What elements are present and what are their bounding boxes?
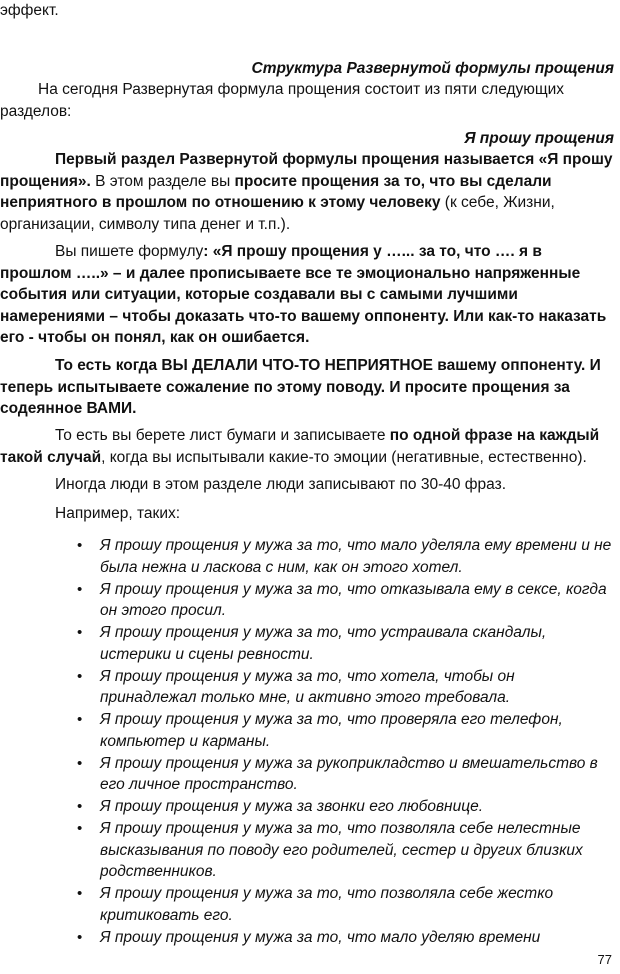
examples-list	[0, 535, 614, 949]
top-fragment: эффект.	[0, 2, 59, 19]
para1-text-1: В этом разделе вы	[90, 172, 235, 190]
para1-bold-2: просите прощения за то, что вы сделали неприятного в прошлом по отношению к этому человеку	[0, 172, 552, 211]
list-item-text: Я прошу прощения у мужа за то, что устраивала скандалы, истерики и сцены ревности.	[100, 624, 547, 663]
bullet-icon: •	[77, 754, 83, 772]
list-item	[0, 535, 614, 578]
list-item	[0, 709, 614, 752]
list-item	[0, 622, 614, 665]
list-item-text: Я прошу прощения у мужа за то, что хотела, чтобы он принадлежал только мне, и активно этого требовала.	[100, 667, 515, 706]
paragraph-instructions	[0, 425, 614, 468]
para1-bold-1: Первый раздел Развернутой формулы прощения называется «Я прошу прощения».	[0, 151, 613, 190]
paragraph-count: Иногда люди в этом разделе люди записывают по 30-40 фраз.	[55, 476, 507, 493]
para4-text-2: , когда вы испытывали какие-то эмоции (негативные, естественно).	[101, 448, 587, 466]
bullet-icon: •	[77, 580, 83, 598]
list-item	[0, 579, 614, 622]
paragraph-example-intro: Например, таких:	[55, 505, 181, 522]
list-item-text: Я прошу прощения у мужа за то, что мало уделяла ему времени и не была нежна и ласкова с ним, как он этого хотел.	[100, 537, 612, 576]
list-item-text: Я прошу прощения у мужа за звонки его любовнице.	[100, 798, 483, 815]
page-number: 77	[597, 952, 612, 967]
para1-text-2: (к себе, Жизни, организации, символу типа денег и т.п.).	[0, 194, 555, 233]
list-item-text: Я прошу прощения у мужа за то, что мало уделяю времени	[100, 928, 541, 946]
list-item-text: Я прошу прощения у мужа за рукоприкладство и вмешательство в его личное пространство.	[100, 754, 598, 793]
bullet-icon: •	[77, 711, 83, 728]
list-item	[0, 753, 614, 796]
list-item	[0, 666, 614, 709]
subsection-heading: Я прошу прощения	[464, 130, 614, 147]
paragraph-formula	[0, 241, 614, 349]
list-item-text: Я прошу прощения у мужа за то, что позволяла себе нелестные высказывания по поводу его родителей, сестер и других близких родственников.	[100, 820, 583, 880]
list-item-text: Я прошу прощения у мужа за то, что отказывала ему в сексе, когда он этого просил.	[100, 580, 607, 619]
list-item	[0, 927, 614, 949]
intro-paragraph: На сегодня Развернутая формула прощения состоит из пяти следующих разделов:	[0, 81, 565, 120]
paragraph-first-section	[0, 149, 614, 235]
bullet-icon: •	[77, 798, 83, 815]
list-item	[0, 883, 614, 926]
para4-text-1: То есть вы берете лист бумаги и записываете	[55, 427, 390, 444]
list-item	[0, 796, 614, 818]
bullet-icon: •	[77, 537, 83, 554]
list-item-text: Я прошу прощения у мужа за то, что проверяла его телефон, компьютер и карманы.	[100, 711, 563, 750]
bullet-icon: •	[77, 624, 83, 641]
list-item	[0, 818, 614, 883]
list-item-text: Я прошу прощения у мужа за то, что позволяла себе жестко критиковать его.	[100, 885, 554, 924]
bullet-icon: •	[77, 820, 83, 837]
para3-bold: То есть когда ВЫ ДЕЛАЛИ ЧТО-ТО НЕПРИЯТНОЕ вашему оппоненту. И теперь испытываете сожаление по этому поводу. И просите прощения за содеянное ВАМИ.	[0, 357, 601, 417]
bullet-icon: •	[77, 928, 83, 946]
bullet-icon: •	[77, 667, 83, 685]
para2-text-1: Вы пишете формулу	[55, 243, 204, 260]
para4-bold-1: по одной фразе на каждый такой случай	[0, 427, 600, 466]
para2-bold-1: : «Я прошу прощения у …... за то, что …. я в прошлом …..» – и далее прописываете все те эмоционально напряженные события или ситуации, которые создавали вы с самыми лучшими намерениями – чтобы доказать что-то вашему оппоненту. Или как-то наказать его - чтобы он понял, как он ошибается.	[0, 243, 607, 346]
bullet-icon: •	[77, 885, 83, 902]
section-heading: Структура Развернутой формулы прощения	[251, 60, 614, 77]
paragraph-emphasis	[0, 355, 614, 420]
